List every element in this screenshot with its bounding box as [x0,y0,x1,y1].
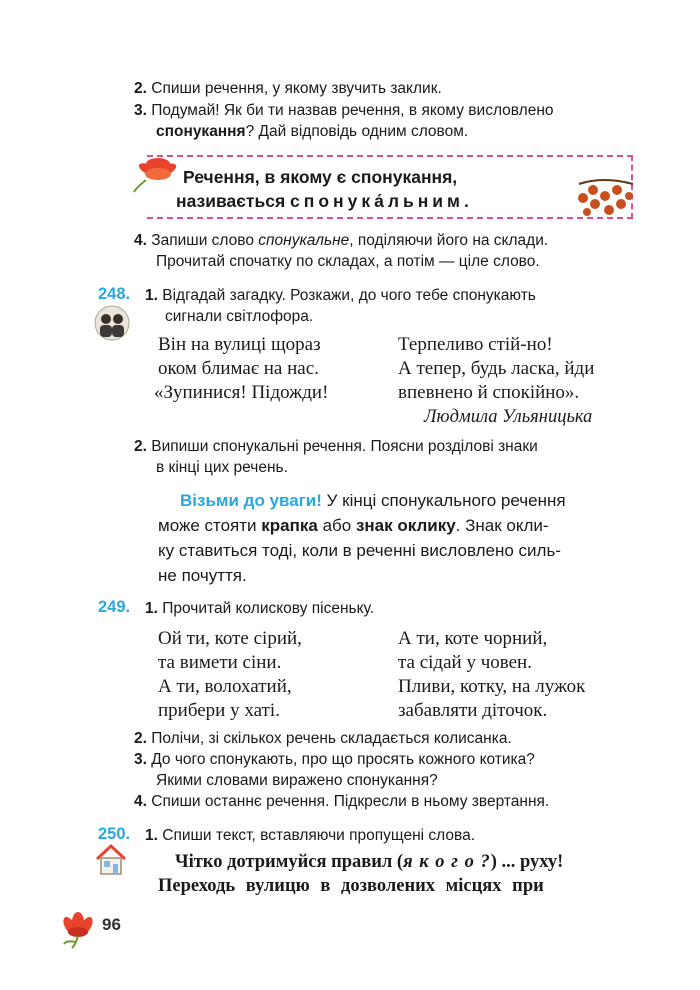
ex248-task1-line2: сигнали світлофора. [165,308,314,325]
poem-248-left-1: Він на вулиці щораз [158,334,321,355]
task-3-line2: спонукання? Дай відповідь одним словом. [156,123,469,140]
poem-249-left-1: Ой ти, коте сірий, [158,628,302,649]
flower-icon [132,150,188,194]
ex250-text-line1: Чітко дотримуйся правил (я к о г о ?) ... руху! [175,852,564,872]
page-number: 96 [102,915,121,934]
exercise-248-number: 248. [98,285,131,303]
poem-249-left-4: прибери у хаті. [158,700,280,721]
poem-249-right-4: забавляти діточок. [398,700,548,721]
task-2: 2. Спиши речення, у якому звучить заклик. [134,80,442,97]
exercise-249-number: 249. [98,598,131,616]
home-task-icon [94,843,128,877]
note-line4: не почуття. [158,566,247,585]
ex249-task1: 1. Прочитай колискову пісеньку. [145,600,375,617]
poem-author: Людмила Ульяницька [424,407,593,427]
task-4-line2: Прочитай спочатку по складах, а потім — ціле слово. [156,253,540,270]
poem-248-left-3: «Зупинися! Підожди! [154,382,329,403]
page-flower-icon [58,910,100,950]
poem-249-right-3: Пливи, котку, на лужок [398,676,586,697]
ex250-text-line2: Переходь вулицю в дозволених місцях при [158,876,544,896]
poem-249-right-2: та сідай у човен. [398,652,532,673]
exercise-250-number: 250. [98,825,131,843]
poem-248-right-2: А тепер, будь ласка, йди [398,358,595,379]
note-line2: може стояти крапка або знак оклику. Знак окли- [158,516,549,535]
poem-249-left-2: та вимети сіни. [158,652,282,673]
ex249-task4: 4. Спиши останнє речення. Підкресли в ньому звертання. [134,793,550,810]
ex249-task3-line2: Якими словами виражено спонукання? [156,772,438,789]
ex250-task1: 1. Спиши текст, вставляючи пропущені слова. [145,827,475,844]
poem-249-left-3: А ти, волохатий, [158,676,292,697]
poem-248-right-3: впевнено й спокійно». [398,382,580,403]
pupils-icon [94,305,130,341]
ex248-task2-line2: в кінці цих речень. [156,459,288,476]
task-3-line1: 3. Подумай! Як би ти назвав речення, в якому висловлено [134,102,554,119]
ex249-task2: 2. Полічи, зі скількох речень складається колисанка. [134,730,512,747]
rowan-berries-icon [573,176,637,222]
poem-249-right-1: А ти, коте чорний, [398,628,548,649]
rule-line2: називається спонука́льним. [176,191,469,211]
note-line3: ку ставиться тоді, коли в реченні висловлено силь- [158,541,561,560]
ex248-task2-line1: 2. Випиши спонукальні речення. Поясни розділові знаки [134,438,538,455]
ex248-task1-line1: 1. Відгадай загадку. Розкажи, до чого тебе спонукають [145,287,536,304]
task-4-line1: 4. Запиши слово спонукальне, поділяючи його на склади. [134,232,549,249]
poem-248-left-2: оком блимає на нас. [158,358,319,379]
ex249-task3-line1: 3. До чого спонукають, про що просять кожного котика? [134,751,535,768]
note-line1: Візьми до уваги! У кінці спонукального речення [180,491,566,510]
poem-248-right-1: Терпеливо стій-но! [398,334,553,355]
rule-line1: Речення, в якому є спонукання, [183,167,458,187]
